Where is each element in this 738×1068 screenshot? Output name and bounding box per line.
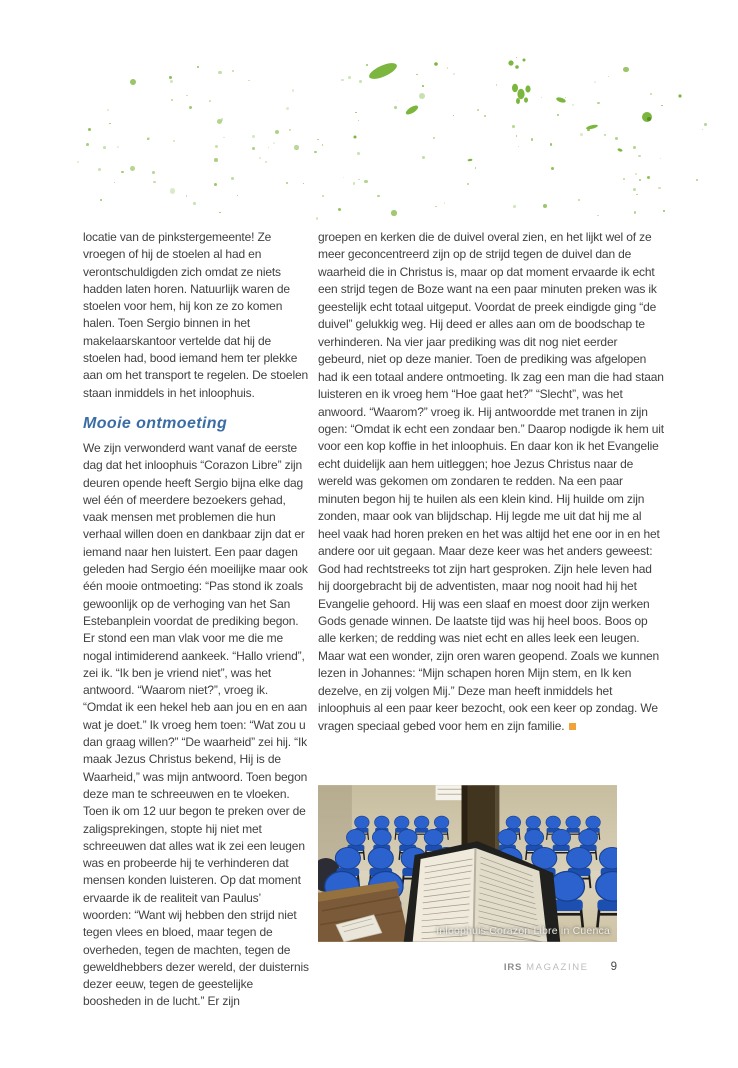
inloophuis-photo	[318, 785, 617, 942]
body-paragraph	[318, 229, 664, 735]
paint-speck	[604, 134, 606, 136]
paint-speck	[663, 210, 665, 212]
paint-speck	[661, 105, 663, 107]
paint-speck	[357, 152, 360, 155]
paint-speck	[516, 135, 518, 137]
paint-speck	[197, 66, 199, 68]
splatter-blobs	[0, 0, 738, 230]
paint-speck	[322, 195, 324, 197]
paint-speck	[608, 76, 609, 77]
paint-speck	[338, 208, 341, 211]
paint-speck	[467, 183, 469, 185]
paint-speck	[348, 76, 351, 79]
section-heading: Mooie ontmoeting	[83, 414, 228, 432]
paint-speck	[377, 195, 379, 197]
paint-speck	[435, 206, 437, 208]
paint-speck	[578, 199, 580, 201]
paint-speck	[704, 123, 707, 126]
paint-speck	[634, 211, 637, 214]
paint-speck	[397, 100, 398, 101]
paint-speck	[416, 74, 418, 76]
paint-speck	[88, 128, 91, 131]
paint-speck	[322, 144, 324, 146]
paint-speck	[475, 167, 476, 168]
paint-speck	[169, 76, 171, 78]
paint-speck	[447, 67, 448, 68]
paint-speck	[103, 146, 106, 149]
article-right-column	[318, 229, 664, 735]
body-paragraph: locatie van de pinkstergemeente! Ze vroegen of hij de stoelen al had en verontschuldigden zich omdat ze niets hadden laten horen. Natuurlijk waren de stoelen voor hem, hij kon ze zo komen halen. Toen Sergio binnen in het makelaarskantoor vertelde dat hij de stoelen had, bood iemand hem ter plekke aan om het transport te regelen. De stoelen staan inmiddels in het inloophuis.	[83, 230, 309, 400]
paint-speck	[186, 95, 187, 96]
paint-speck	[217, 119, 222, 124]
paint-speck	[633, 146, 636, 149]
magazine-word-label: MAGAZINE	[526, 962, 589, 973]
paint-speck	[638, 155, 640, 157]
paint-speck	[541, 97, 542, 98]
paint-speck	[107, 109, 109, 111]
paint-speck	[343, 177, 344, 178]
paint-speck	[121, 171, 123, 173]
paint-splatter-decoration	[0, 0, 738, 230]
paint-speck	[259, 157, 261, 159]
article-left-column	[83, 229, 309, 1011]
paint-speck	[696, 179, 698, 181]
paint-speck	[248, 80, 249, 81]
paint-speck	[77, 161, 80, 164]
paint-speck	[516, 57, 517, 58]
paint-speck	[289, 129, 291, 131]
article-end-marker	[569, 723, 576, 730]
page-footer	[0, 961, 617, 973]
paint-speck	[594, 81, 596, 83]
paint-speck	[394, 106, 397, 109]
paint-speck	[565, 97, 566, 98]
paint-speck	[252, 135, 255, 138]
paint-speck	[170, 188, 176, 194]
paint-speck	[366, 64, 368, 66]
paint-speck	[623, 178, 625, 180]
paint-speck	[623, 67, 628, 72]
paint-speck	[218, 71, 221, 74]
paint-speck	[513, 205, 516, 208]
paint-speck	[317, 139, 319, 141]
paint-speck	[231, 177, 234, 180]
paint-speck	[650, 93, 653, 96]
paint-speck	[193, 202, 196, 205]
paint-speck	[391, 210, 396, 215]
paint-speck	[223, 137, 225, 139]
paint-speck	[341, 79, 344, 82]
paint-speck	[587, 129, 590, 132]
paint-speck	[359, 80, 363, 84]
paint-speck	[355, 112, 357, 114]
paint-speck	[292, 89, 294, 91]
paint-speck	[153, 181, 156, 184]
photo-illustration	[318, 785, 617, 942]
paint-speck	[358, 179, 359, 180]
paint-speck	[173, 140, 175, 142]
paint-speck	[189, 106, 192, 109]
paint-speck	[597, 215, 598, 216]
paint-speck	[364, 180, 367, 183]
paint-speck	[303, 183, 304, 184]
paint-speck	[496, 84, 498, 86]
paint-speck	[633, 188, 636, 191]
paint-speck	[572, 104, 574, 106]
paint-speck	[444, 202, 446, 204]
paint-speck	[597, 102, 600, 105]
paint-speck	[419, 93, 425, 99]
paint-speck	[147, 138, 149, 140]
paint-speck	[636, 194, 638, 196]
paint-speck	[117, 146, 119, 148]
page-number: 9	[610, 961, 617, 973]
paint-speck	[286, 182, 289, 185]
paint-speck	[86, 143, 89, 146]
paint-speck	[422, 85, 424, 87]
paint-speck	[268, 147, 269, 148]
paint-speck	[512, 125, 515, 128]
paint-speck	[265, 161, 267, 163]
paint-speck	[232, 70, 233, 71]
paint-speck	[557, 114, 559, 116]
paint-speck	[551, 167, 554, 170]
paint-speck	[214, 158, 218, 162]
paint-speck	[130, 166, 135, 171]
paint-speck	[296, 149, 297, 150]
paint-speck	[580, 133, 583, 136]
paint-speck	[275, 130, 279, 134]
paint-speck	[286, 107, 289, 110]
paint-speck	[147, 137, 150, 140]
paint-speck	[702, 129, 703, 130]
paint-speck	[170, 80, 173, 83]
photo-caption: Inloophuis Corazon Libre in Cuenca	[436, 925, 610, 937]
paint-speck	[433, 137, 435, 139]
paint-speck	[114, 182, 115, 183]
magazine-name-label: IRS	[503, 962, 523, 973]
paint-speck	[215, 145, 218, 148]
paint-speck	[550, 143, 552, 145]
paint-speck	[635, 173, 637, 175]
paint-speck	[273, 142, 275, 144]
paint-speck	[615, 137, 618, 140]
paint-speck	[237, 195, 238, 196]
paint-speck	[221, 118, 223, 120]
paint-speck	[518, 146, 520, 148]
paint-speck	[109, 123, 110, 124]
paint-speck	[647, 176, 650, 179]
paint-speck	[531, 138, 534, 141]
paint-speck	[453, 115, 455, 117]
paint-speck	[660, 158, 661, 159]
paint-speck	[98, 168, 101, 171]
paint-speck	[316, 217, 319, 220]
body-paragraph-text: groepen en kerken die de duivel overal zien, en het lijkt wel of ze meer geconcentreerd zijn op de strijd tegen de duivel dan de waarheid die in Christus is, maar op dat moment ervaarde ik echt een strijd tegen de Boze want na een paar minuten preken was ik geestelijk echt totaal uitgeput. Voordat de preek eindigde ging “de duivel” gelukkig weg. Hij deed er alles aan om de boodschap te verhinderen. Na vier jaar prediking was dit nog niet eerder gebeurd, niet op deze manier. Toen de prediking was afgelopen had ik een totaal andere ontmoeting. Ik zag een man die had staan luisteren en ik vroeg hem “Hoe gaat het?” “Slecht”, was het anwoord. “Waarom?” vroeg ik. Hij antwoordde met tranen in zijn ogen: “Omdat ik echt een zondaar ben.” Daarop nodigde ik hem uit voor een kop koffie in het inloophuis. En daar kon ik het Evangelie echt duidelijk aan hem uitleggen; hoe Jezus Christus naar de wereld was gekomen om zondaren te redden. Na een paar minuten begon hij te huilen als een klein kind. Hij huilde om zijn zonden, maar ook van blijdschap. Hij legde me uit dat hij me al heel vaak had horen preken en het was altijd het ene oor in en het andere oor uit gegaan. Maar deze keer was het anders geweest: God had rechtstreeks tot zijn hart gesproken. Zijn hele leven had hij doorgebracht bij de adventisten, maar nog nooit had hij het Evangelie gehoord. Hij was een slaaf en moest door zijn werken Gods genade winnen. De laatste tijd was hij heel boos. Boos op alle kerken; de redding was niet echt en alles leek een leugen. Maar wat een wonder, zijn oren waren geopend. Zoals we kunnen lezen in Johannes: “Mijn schapen horen Mijn stem, en Ik ken dezelve, en zij volgen Mij.” Deze man heeft inmiddels het inloophuis al een paar keer bezocht, ook een keer op zondag. We vragen speciaal gebed voor hem en zijn familie.	[318, 230, 664, 733]
paint-speck	[100, 199, 102, 201]
paint-speck	[214, 183, 217, 186]
paint-speck	[130, 79, 136, 85]
paint-speck	[171, 99, 173, 101]
paint-speck	[543, 204, 547, 208]
paint-speck	[186, 195, 188, 197]
paint-speck	[209, 100, 211, 102]
paint-speck	[484, 115, 486, 117]
paint-speck	[314, 151, 317, 154]
paint-speck	[219, 212, 220, 213]
paint-speck	[453, 73, 456, 76]
paint-speck	[152, 171, 155, 174]
paint-speck	[252, 147, 255, 150]
paint-speck	[422, 156, 425, 159]
body-paragraph: We zijn verwonderd want vanaf de eerste dag dat het inloophuis “Corazon Libre” zijn deuren opende heeft Sergio bijna elke dag wel één of meerdere bezoekers gehad, vaak mensen met problemen die hun verhaal willen doen en dankbaar zijn dat er iemand naar hen luistert. Een paar dagen geleden had Sergio één moeilijke maar ook één mooie ontmoeting: “Pas stond ik zoals gewoonlijk op de verhoging van het San Estebanplein voordat de prediking begon. Er stond een man vlak voor me die me nogal intimiderend aankeek. “Hallo vriend”, zei ik. “Ik ben je vriend niet”, was het antwoord. “Waarom niet?”, vroeg ik. “Omdat ik een hekel heb aan jou en en aan wat je doet.” Ik vroeg hem toen: “Wat zou u dan graag willen?” “De waarheid” zei hij. “Ik maak Jezus Christus bekend, Hij is de Waarheid,” was mijn antwoord. Toen begon deze man te schreeuwen en te vloeken. Toen ik om 12 uur begon te preken over de zaligsprekingen, stopte hij niet met schreeuwen dat alles wat ik zei een leugen was en probeerde hij te verhinderen dat mensen konden luisteren. Op dat moment ervaarde ik de realiteit van Paulus’ woorden: “Want wij hebben den strijd niet tegen vlees en bloed, maar tegen de overheden, tegen de machten, tegen de geweldhebbers dezer wereld, der duisternis dezer eeuw, tegen de geestelijke boosheden in de lucht.” Er zijn	[83, 440, 309, 1009]
paint-speck	[639, 179, 641, 181]
paint-speck	[353, 182, 356, 185]
paint-speck	[477, 109, 479, 111]
paint-speck	[358, 120, 360, 122]
paint-speck	[658, 187, 661, 190]
paint-speck	[294, 145, 298, 149]
